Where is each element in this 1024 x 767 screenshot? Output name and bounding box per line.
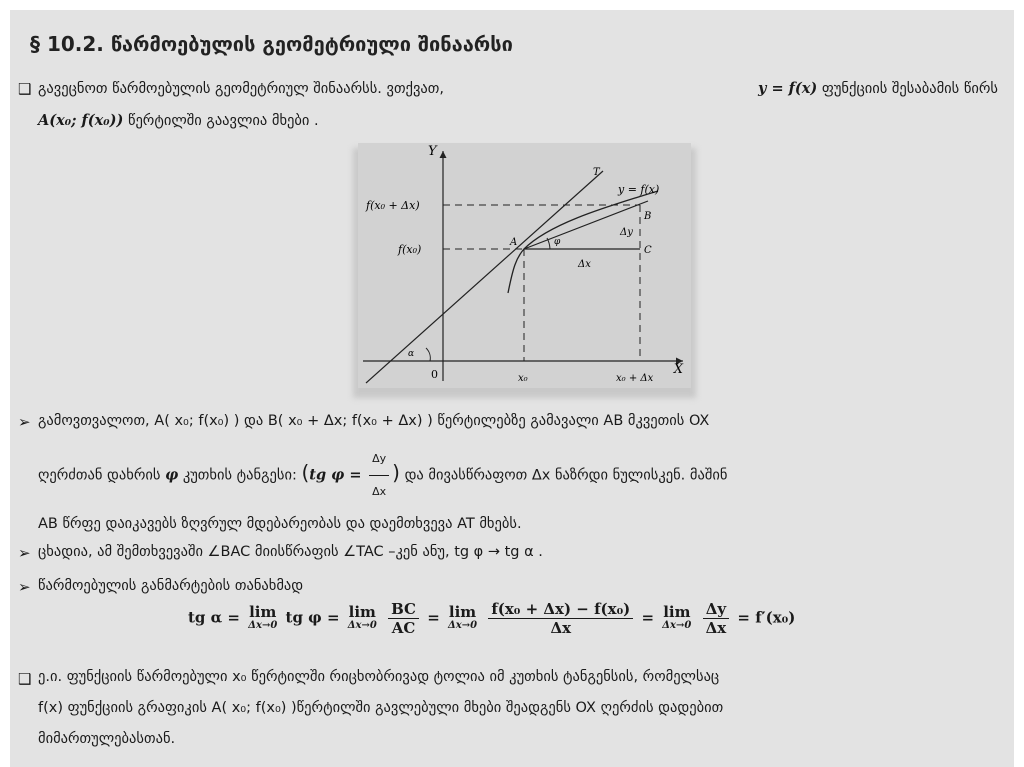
paragraph-definition: წარმოებულის განმარტების თანახმად: [38, 578, 304, 594]
fx0-label: f(x₀): [398, 243, 422, 256]
alpha-label: α: [408, 349, 415, 359]
lim-2: lim: [348, 602, 376, 621]
lim-1-sub: Δx→0: [248, 619, 278, 631]
paragraph-limit: ცხადია, ამ შემთხვევაში ∠BAC მიისწრაფის ∠TAC –კენ ანუ, tg φ → tg α .: [38, 544, 543, 560]
intro-function: y = f(x): [758, 80, 818, 97]
formula-rhs: = f′(x₀): [737, 608, 796, 627]
x0-label: x₀: [518, 373, 528, 384]
phi-symbol: φ: [165, 466, 179, 484]
secant-line1: გამოვთვალოთ, A( x₀; f(x₀) ) და B( x₀ + Δx; f(x₀ + Δx) ) წერტილებზე გამავალი AB მკვეთის OX: [38, 413, 710, 429]
derivative-formula: [188, 600, 795, 637]
lim-4: lim: [663, 602, 691, 621]
tg-frac-num: Δy: [369, 443, 389, 476]
paragraph-secant: გამოვთვალოთ, A( x₀; f(x₀) ) და B( x₀ + Δx; f(x₀ + Δx) ) წერტილებზე გამავალი AB მკვეთის OX ღერძთან დახრის φ კუთხის ტანგესი: (tg φ = $\frac{\Delta y}{\Delta x}$ ) და მივასწრაფოთ Δx ნაზრდი ნულისკენ. მაშინ AB წრფე დაიკავებს ზღვრულ მდებარეობას და დაემთხვევა AT მხებს.: [38, 405, 998, 540]
intro-text: გავეცნოთ წარმოებულის გეომეტრიულ შინაარსს. ვთქვათ,: [38, 81, 445, 97]
figure-svg: [358, 143, 691, 388]
point-b-label: B: [644, 211, 652, 222]
dx-label: Δx: [578, 259, 591, 270]
point-c-label: C: [644, 245, 652, 256]
secant-line2-mid: კუთხის ტანგესი:: [182, 467, 297, 484]
conclusion-line2: f(x) ფუნქციის გრაფიკის A( x₀; f(x₀) )წერტილში გავლებული მხები შეადგენს OX ღერძის დადებით: [38, 700, 724, 716]
conclusion-line3: მიმართულებასთან.: [38, 731, 176, 747]
x0dx-label: x₀ + Δx: [616, 373, 654, 384]
secant-line2-post: და მივასწრაფოთ Δx ნაზრდი ნულისკენ. მაშინ: [404, 467, 728, 484]
page-title: § 10.2. წარმოებულის გეომეტრიული შინაარსი: [30, 32, 513, 56]
formula-eq-2: =: [641, 608, 655, 627]
intro-tail: ფუნქციის შესაბამის წირს: [821, 81, 998, 97]
y-axis-label: Y: [428, 144, 437, 159]
phi-label: φ: [554, 237, 561, 247]
secant-line3: AB წრფე დაიკავებს ზღვრულ მდებარეობას და დაემთხვევა AT მხებს.: [38, 516, 522, 532]
frac-dx: Δx: [705, 619, 727, 637]
arrow-bullet-icon: ➢: [18, 578, 31, 596]
arrow-bullet-icon: ➢: [18, 413, 31, 431]
frac-ac: AC: [391, 619, 416, 637]
tangent-figure: [358, 143, 691, 388]
curve-label: y = f(x): [618, 183, 660, 196]
formula-lhs: tg α =: [188, 608, 240, 627]
lim-3: lim: [448, 602, 477, 621]
conclusion-line1: ე.ი. ფუნქციის წარმოებული x₀ წერტილში რიცხობრივად ტოლია იმ კუთხის ტანგენსის, რომელსაც: [38, 669, 720, 685]
square-bullet-icon: ❑: [18, 670, 32, 688]
dy-label: Δy: [620, 227, 633, 238]
lim-2-sub: Δx→0: [347, 619, 377, 631]
x-axis-label: X: [673, 362, 683, 377]
tangent-label: T: [593, 167, 600, 178]
paragraph-intro: [38, 73, 998, 137]
point-a-label: A: [510, 237, 518, 248]
formula-eq-1: =: [427, 608, 440, 627]
lim-3-sub: Δx→0: [448, 619, 478, 631]
tg-phi: tg φ =: [309, 466, 362, 484]
point-a-notation: A(x₀; f(x₀)): [38, 112, 124, 129]
secant-line2-pre: ღერძთან დახრის: [38, 467, 161, 484]
alpha-arc: [426, 348, 430, 361]
paragraph-conclusion: [38, 662, 998, 755]
tg-frac-den: Δx: [372, 485, 387, 498]
arrow-bullet-icon: ➢: [18, 544, 31, 562]
origin-label: 0: [431, 368, 438, 381]
formula-tg-phi: tg φ =: [285, 608, 340, 627]
square-bullet-icon: ❑: [18, 80, 32, 98]
frac-dy: Δy: [703, 600, 730, 619]
frac-bc: BC: [388, 600, 419, 619]
lim-1: lim: [249, 602, 277, 621]
fx0dx-label: f(x₀ + Δx): [366, 199, 420, 212]
intro-line2-tail: წერტილში გაავლია მხები .: [127, 113, 319, 129]
frac-diff-num: f(x₀ + Δx) − f(x₀): [488, 600, 633, 619]
lim-4-sub: Δx→0: [662, 619, 692, 631]
frac-diff-den: Δx: [550, 619, 572, 637]
